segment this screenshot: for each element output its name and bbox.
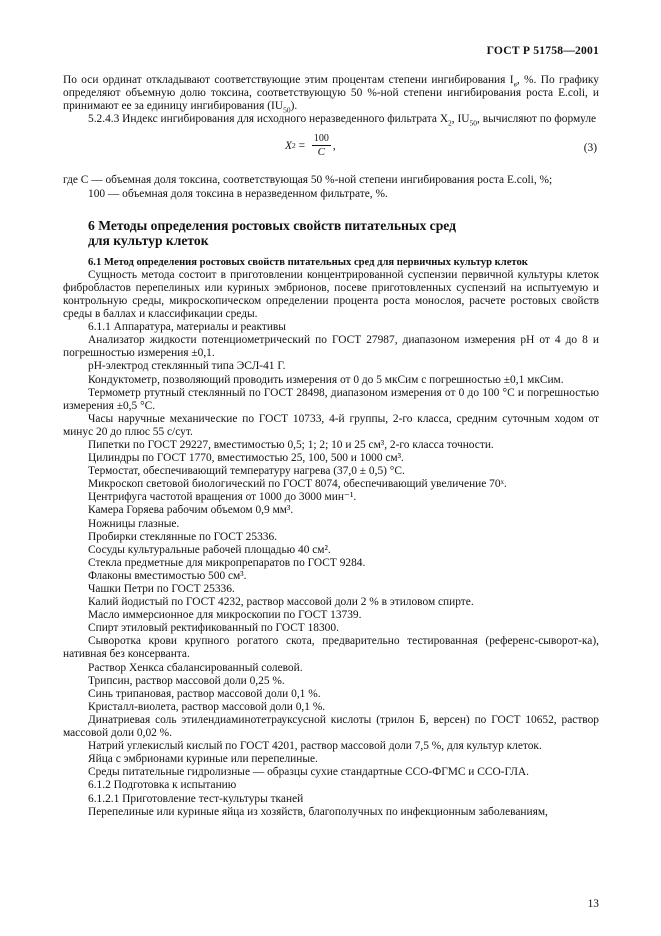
where-line-2: 100 — объемная доля токсина в неразведенном фильтрате, %. [88,187,388,200]
paragraph: Масло иммерсионное для микроскопии по ГОСТ 13739. [88,609,362,622]
paragraph: Часы наручные механические по ГОСТ 10733, 4-й группы, 2-го класса, средним суточным ходом от минус 20 до плюс 55 с/сут. [63,412,599,438]
formula-trail: , [332,139,336,152]
paragraph: Сущность метода состоит в приготовлении концентрированной суспензии первичной культуры клеток фибробластов перепелиных или куриных эмбрионов, посеве приготовленных суспензий на испытуемую и контрольную среды, микроскопическом определении процента роста монослоя, расчете ростовых свойств среды в баллах и классификации среды. [63,268,599,321]
formula-numerator: 100 [313,133,329,145]
paragraph: Пробирки стеклянные по ГОСТ 25336. [88,530,278,543]
paragraph: Яйца с эмбрионами куриные или перепелиные. [88,753,318,766]
paragraph: Спирт этиловый ректификованный по ГОСТ 18300. [88,622,339,635]
paragraph: Калий йодистый по ГОСТ 4232, раствор массовой доли 2 % в этиловом спирте. [88,596,474,609]
intro-paragraph [63,74,599,113]
body-paragraphs [63,269,599,819]
paragraph: Раствор Хенкса сбалансированный солевой. [88,661,303,674]
formula-lhs: X [285,139,292,152]
paragraph: 6.1.1 Аппаратура, материалы и реактивы [88,321,286,334]
paragraph: Синь трипановая, раствор массовой доли 0,1 %. [88,687,321,700]
clause-5243-end: , вычисляют по формуле [477,113,597,126]
intro-tail: ). [290,100,298,113]
intro-sub-2: 50 [283,105,291,115]
clause-5243-sub: 2 [448,118,452,128]
formula-expression: X 2 = $\frac{100}{C}$ , [285,133,336,159]
intro-text: По оси ординат откладывают соответствующие этим процентам степени ингибирования I [63,74,514,87]
paragraph: Камера Горяева рабочим объемом 0,9 мм³. [88,504,294,517]
subsection-title: 6.1 Метод определения ростовых свойств питательных сред для первичных культур клеток [88,256,528,268]
paragraph: Чашки Петри по ГОСТ 25336. [88,583,235,595]
paragraph: Стекла предметные для микропрепаратов по ГОСТ 9284. [88,556,366,569]
section-title-line-1: 6 Методы определения ростовых свойств питательных сред [88,217,457,233]
paragraph: Центрифуга частотой вращения от 1000 до 3000 мин⁻¹. [88,491,357,504]
paragraph: Термостат, обеспечивающий температуру нагрева (37,0 ± 0,5) °С. [88,465,405,478]
page-number: 13 [587,898,599,910]
clause-5243-mid: , IU [451,113,470,126]
paragraph: Флаконы вместимостью 500 см³. [88,569,247,582]
formula-3 [63,132,599,166]
paragraph: Термометр ртутный стеклянный по ГОСТ 28498, диапазоном измерения от 0 до 100 °С и погрешностью измерения ±0,5 °С. [63,386,599,412]
clause-5243 [63,113,599,126]
formula-equals: = [295,139,308,152]
paragraph: Ножницы глазные. [88,517,180,530]
paragraph: рН-электрод стеклянный типа ЭСЛ-41 Г. [88,360,286,373]
clause-5243-sub-2: 50 [469,118,478,128]
paragraph: Анализатор жидкости потенциометрический по ГОСТ 27987, диапазоном измерения рН от 4 до 8 и погрешностью измерения ±0,1. [63,334,599,360]
formula-number: (3) [583,142,597,155]
paragraph: Цилиндры по ГОСТ 1770, вместимостью 25, 100, 500 и 1000 см³. [88,452,404,465]
section-title-line-2: для культур клеток [88,232,209,248]
paragraph: Натрий углекислый кислый по ГОСТ 4201, раствор массовой доли 7,5 %, для культур клеток. [88,740,542,753]
paragraph: Сосуды культуральные рабочей площадью 40 см². [88,543,331,556]
paragraph: Динатриевая соль этилендиаминотетрауксусной кислоты (трилон Б, версен) по ГОСТ 10652, раствор массовой доли 0,02 %. [63,713,599,740]
paragraph: Среды питательные гидролизные — образцы сухие стандартные ССО-ФГМС и ССО-ГЛА. [88,766,529,779]
paragraph: Микроскоп световой биологический по ГОСТ 8074, обеспечивающий увеличение 70ˣ. [88,478,507,491]
clause-5243-text: 5.2.4.3 Индекс ингибирования для исходного неразведенного фильтрата X [88,113,449,126]
section-title [88,218,599,248]
paragraph: Трипсин, раствор массовой доли 0,25 %. [88,674,285,687]
paragraph: Сыворотка крови крупного рогатого скота, предварительно тестированная (референс-сыворот-ка), нативная без консерванта. [63,635,599,661]
paragraph: Перепелиные или куриные яйца из хозяйств, благополучных по инфекционным заболеваниям, [88,805,548,818]
intro-text-2: , %. По графику определяют объемную долю токсина, соответствующую 50 %-ной степени ингибирования роста E.coli, и принимают ее за единицу ингибирования (IU [63,74,599,113]
paragraph: Кондуктометр, позволяющий проводить измерения от 0 до 5 мкСим с погрешностью ±0,1 мкСим. [88,373,564,386]
paragraph: 6.1.2.1 Приготовление тест-культуры тканей [88,792,304,805]
formula-denominator: C [317,146,326,159]
paragraph: Пипетки по ГОСТ 29227, вместимостью 0,5; 1; 2; 10 и 25 см³, 2-го класса точности. [88,438,494,451]
standard-header: ГОСТ Р 51758—2001 [486,44,599,57]
paragraph: Кристалл-виолета, раствор массовой доли 0,1 %. [88,700,326,713]
formula-fraction [312,133,331,159]
where-line-1: где C — объемная доля токсина, соответствующая 50 %-ной степени ингибирования роста E.coli, %; [63,174,553,187]
intro-sub: в [513,79,517,89]
paragraph: 6.1.2 Подготовка к испытанию [88,779,237,792]
